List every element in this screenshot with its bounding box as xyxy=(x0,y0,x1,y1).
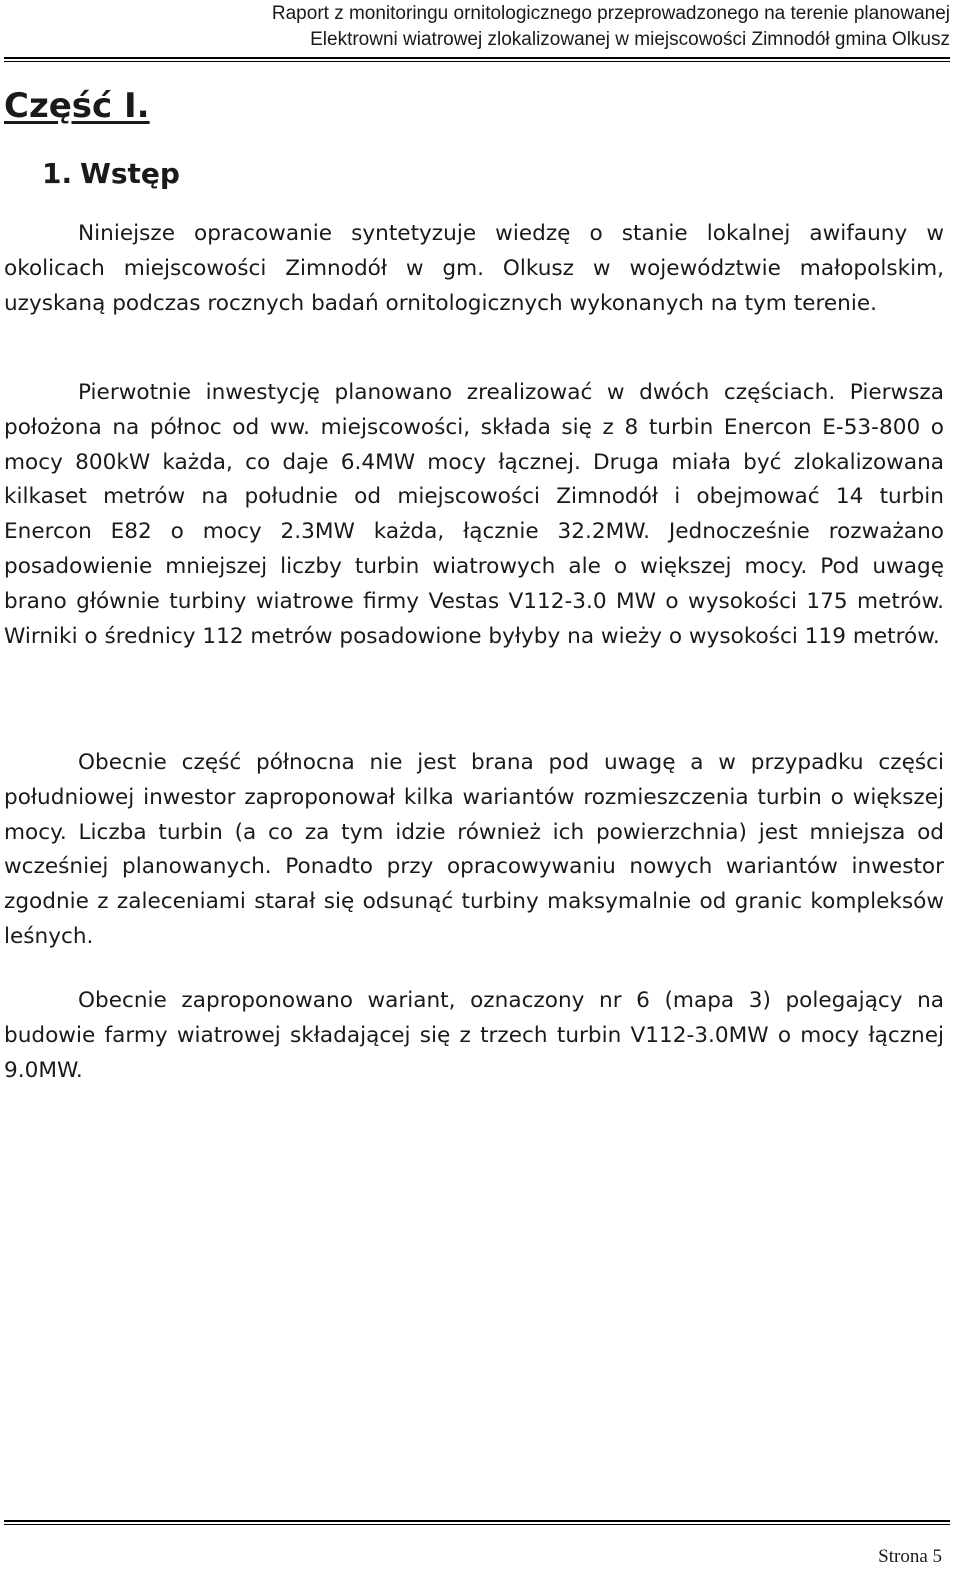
header-divider xyxy=(4,57,950,59)
section-heading xyxy=(42,157,180,190)
header-line-1: Raport z monitoringu ornitologicznego przeprowadzonego na terenie planowanej xyxy=(271,3,950,24)
section-number: 1. xyxy=(42,157,73,190)
paragraph-original-plan: Pierwotnie inwestycję planowano zrealizować w dwóch częściach. Pierwsza położona na północ od ww. miejscowości, składa się z 8 turbin Enercon E-53-800 o mocy 800kW każda, co daje 6.4MW mocy łącznej. Druga miała być zlokalizowana kilkaset metrów na południe od miejscowości Zimnodół i obejmować 14 turbin Enercon E82 o mocy 2.3MW każda, łącznie 32.2MW. Jednocześnie rozważano posadowienie mniejszej liczby turbin wiatrowych ale o większej mocy. Pod uwagę brano głównie turbiny wiatrowe firmy Vestas V112-3.0 MW o wysokości 175 metrów. Wirniki o średnicy 112 metrów posadowione byłyby na wieży o wysokości 119 metrów. xyxy=(4,380,944,649)
paragraph-current-status: Obecnie część północna nie jest brana pod uwagę a w przypadku części południowej inwestor zaproponował kilka wariantów rozmieszczenia turbin o większej mocy. Liczba turbin (a co za tym idzie również ich powierzchnia) jest mniejsza od wcześniej planowanych. Ponadto przy opracowywaniu nowych wariantów inwestor zgodnie z zaleceniami starał się odsunąć turbiny maksymalnie od granic kompleksów leśnych. xyxy=(4,750,944,949)
part-title: Część I. xyxy=(4,86,150,126)
header-line-2: Elektrowni wiatrowej zlokalizowanej w miejscowości Zimnodół gmina Olkusz xyxy=(310,29,950,50)
paragraph-intro: Niniejsze opracowanie syntetyzuje wiedzę o stanie lokalnej awifauny w okolicach miejscowości Zimnodół w gm. Olkusz w województwie małopolskim, uzyskaną podczas rocznych badań ornitologicznych wykonanych na tym terenie. xyxy=(4,221,944,316)
page-number: Strona 5 xyxy=(878,1546,942,1567)
header-divider-thin xyxy=(4,61,950,62)
footer-divider xyxy=(4,1520,950,1522)
footer-divider-thin xyxy=(4,1524,950,1525)
section-title: Wstęp xyxy=(80,157,180,190)
running-header xyxy=(0,0,950,53)
paragraph-proposed-variant: Obecnie zaproponowano wariant, oznaczony nr 6 (mapa 3) polegający na budowie farmy wiatrowej składającej się z trzech turbin V112-3.0MW o mocy łącznej 9.0MW. xyxy=(4,988,944,1083)
